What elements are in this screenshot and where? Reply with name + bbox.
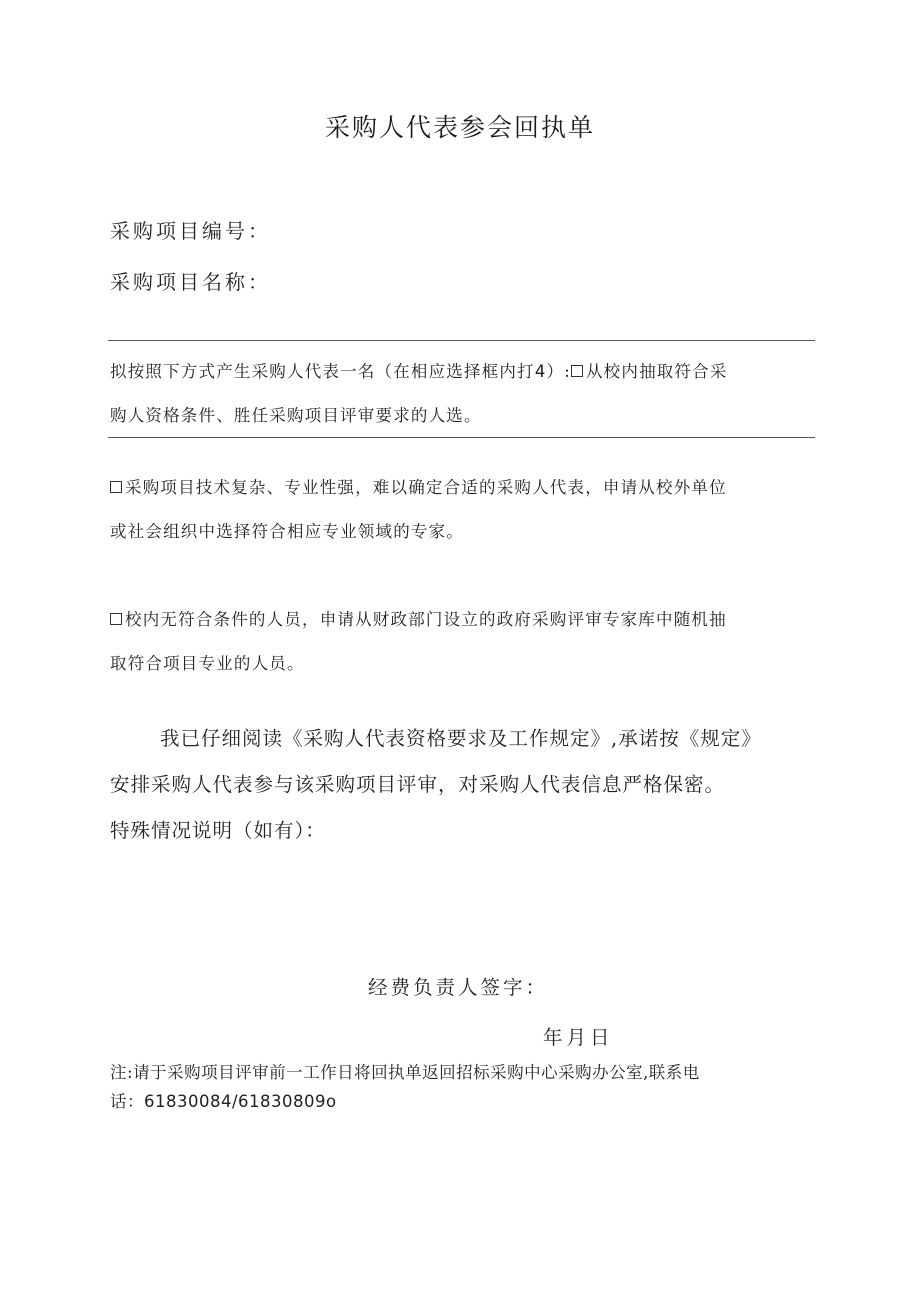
project-name-label: 采购项目名称：: [110, 270, 271, 294]
divider-top: [108, 340, 815, 341]
divider-bottom: [108, 437, 815, 438]
check-mark-hint: 4: [534, 362, 547, 381]
option-2-paragraph: [110, 466, 815, 554]
option-3-checkbox[interactable]: [110, 613, 122, 625]
note-text: 请于采购项目评审前一工作日将回执单返回招标采购中心采购办公室,联系电: [133, 1063, 700, 1082]
date-label: 年月日: [543, 1026, 614, 1049]
option-1-text-cont: 购人资格条件、胜任采购项目评审要求的人选。: [110, 406, 482, 425]
option-1-paragraph: [110, 350, 815, 438]
option-intro-colon: ）:: [546, 362, 571, 381]
option-intro-text: 拟按照下方式产生采购人代表一名（在相应选择框内打: [110, 362, 535, 381]
commitment-line-2: 安排采购人代表参与该采购项目评审，对采购人代表信息严格保密。: [110, 773, 726, 796]
contact-phone: 61830084/61830809o: [144, 1092, 337, 1111]
option-3-paragraph: [110, 598, 815, 686]
option-3-text-cont: 取符合项目专业的人员。: [110, 654, 305, 673]
page-title: 采购人代表参会回执单: [324, 113, 595, 142]
option-2-text-cont: 或社会组织中选择符合相应专业领域的专家。: [110, 522, 464, 541]
option-2-checkbox[interactable]: [110, 481, 122, 493]
note-text-cont: 话：: [110, 1092, 144, 1111]
project-number-label: 采购项目编号：: [110, 219, 271, 243]
commitment-line-1: 我已仔细阅读《采购人代表资格要求及工作规定》,承诺按《规定》: [160, 727, 762, 750]
commitment-paragraph: [110, 716, 825, 854]
option-1-text: 从校内抽取符合采: [585, 362, 728, 381]
note-prefix: 注:: [110, 1063, 134, 1082]
option-3-text: 校内无符合条件的人员，申请从财政部门设立的政府采购评审专家库中随机抽: [125, 610, 727, 629]
footnote: [110, 1058, 822, 1116]
option-1-checkbox[interactable]: [571, 365, 583, 377]
special-circumstances-label: 特殊情况说明（如有）：: [110, 819, 326, 842]
option-2-text: 采购项目技术复杂、专业性强，难以确定合适的采购人代表，申请从校外单位: [125, 478, 727, 497]
signature-label: 经费负责人签字：: [368, 976, 549, 999]
